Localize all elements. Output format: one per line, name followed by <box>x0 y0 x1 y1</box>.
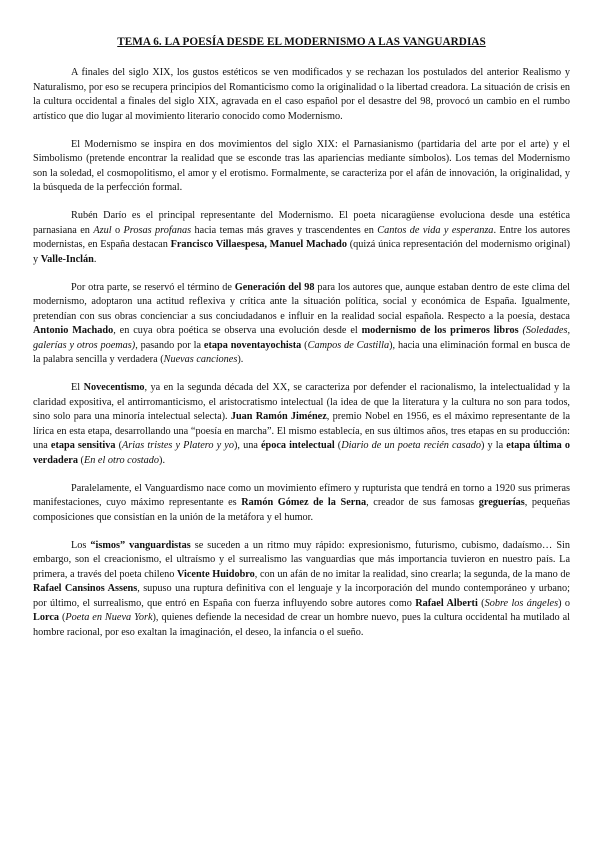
text-run: ). <box>237 354 244 365</box>
author-name: Valle-Inclán <box>40 253 94 265</box>
key-term: “ismos” vanguardistas <box>90 539 191 551</box>
book-title: Nuevas canciones <box>163 354 238 365</box>
book-title: Azul <box>93 224 112 236</box>
book-title: Sobre los ángeles <box>484 597 559 609</box>
book-title: Prosas profanas <box>123 224 192 236</box>
text-run: ( <box>477 597 485 609</box>
book-title: Arias tristes y Platero y yo <box>122 440 234 451</box>
book-title: Diario de un poeta recién casado <box>341 440 482 451</box>
key-term: Generación del 98 <box>234 281 315 293</box>
book-title: Poeta en Nueva York <box>65 612 153 623</box>
text-run: El <box>71 382 84 393</box>
author-name: Rafael Cansinos Assens <box>33 583 138 594</box>
paragraph-ismos <box>33 539 570 641</box>
key-term: etapa última o verdadera <box>33 440 570 466</box>
key-term: época intelectual <box>260 440 335 451</box>
author-name: Juan Ramón Jiménez <box>230 411 327 422</box>
author-name: Antonio Machado <box>33 325 114 336</box>
text-run: ). <box>159 454 166 466</box>
key-term: modernismo de los primeros libros <box>361 325 519 336</box>
text-run: ), hacia una eliminación formal en busca de la palabra sencilla y verdadera ( <box>33 339 571 365</box>
text-run: ( <box>59 612 66 623</box>
paragraph-ruben-dario <box>33 209 570 267</box>
text-run: , ya en la segunda década del XX, se caracteriza por defender el racionalismo, la intelectualidad y la claridad expositiva, el antirromanticismo, el aristocratismo intelectual (la idea de que la literatura y la cultura no son para todos, sino solo para una minoría intelectual selecta). <box>33 382 570 422</box>
author-name: Vicente Huidobro <box>177 568 255 580</box>
text-run: . <box>93 253 97 265</box>
author-name: Ramón Gómez de la Serna <box>241 497 367 508</box>
text-run: ) o <box>558 597 570 609</box>
text-run: , en cuya obra poética se observa una evolución desde el <box>113 325 362 336</box>
book-title: En el otro costado <box>83 454 160 466</box>
paragraph-modernismo-influences <box>33 138 570 196</box>
text-run: El Modernismo se inspira en dos movimientos del siglo XIX: el Parnasianismo (partidaria del arte por el arte) y el Simbolismo (pretende encontrar la realidad que se esconde tras las apariencias mediante símbolos). Los temas del Modernismo son la soledad, el cosmopolitismo, el amor y el erotismo. Formalmente, se caracteriza por el afán de innovación, la originalidad, y la búsqueda de la perfección formal. <box>33 138 570 193</box>
paragraph-novecentismo <box>33 381 570 468</box>
text-run: hacia temas más graves y trascendentes en <box>191 224 378 236</box>
text-run: ( <box>334 440 342 451</box>
text-run: , premio Nobel en 1956, es el máximo representante de la lírica en esta etapa, desarrollando una “poesía en marcha”. El mismo establecía, en sus últimos años, tres etapas en su producción: una <box>33 411 570 451</box>
book-title: Cantos de vida y esperanza <box>377 224 494 236</box>
text-run: , pasando por la <box>135 339 204 351</box>
text-run: A finales del siglo XIX, los gustos estéticos se ven modificados y se rechazan los postulados del anterior Realismo y Naturalismo, por eso se recupera principios del Romanticismo como la originalidad o la libertad creadora. La situación de crisis en la cultura occidental a finales del siglo XIX, agravada en el caso español por el desastre del 98, provocó un cambio en el rumbo artístico que dio lugar al movimiento literario conocido como Modernismo. <box>33 67 570 122</box>
text-run: se suceden a un ritmo muy rápido: expresionismo, futurismo, cubismo, dadaísmo… Sin embargo, son el creacionismo, el ultraísmo y el surrealismo las vanguardias que más importancia tuvieron en nuestro país. La primera, a través del poeta chileno <box>33 539 570 580</box>
key-term: etapa sensitiva <box>50 440 116 451</box>
key-term: Novecentismo <box>83 382 145 393</box>
book-title: (Soledades, galerías y otros poemas) <box>33 325 571 351</box>
book-title: Campos de Castilla <box>307 339 390 351</box>
key-term: greguerías <box>478 497 525 508</box>
text-run: Rubén Darío es el principal representante del Modernismo. El poeta nicaragüense evoluciona desde una estética parnasiana en <box>33 210 570 236</box>
author-name: Rafael Alberti <box>415 597 478 609</box>
text-run: ), quienes defiende la necesidad de crear un hombre nuevo, pues la cultura occidental ha mutilado al hombre racional, por eso exaltan la imaginación, el deseo, la infancia o el sueño. <box>33 612 570 638</box>
paragraph-vanguardismo <box>33 482 570 526</box>
text-run: Paralelamente, el Vanguardismo nace como un movimiento efímero y rupturista que tendrá en torno a 1920 sus primeras manifestaciones, cuyo máximo representante es <box>33 482 570 508</box>
text-run: Los <box>71 539 91 551</box>
text-run: , creador de sus famosas <box>366 497 479 508</box>
paragraph-generacion-98 <box>33 281 570 368</box>
text-run: ( <box>77 454 84 466</box>
text-run: ) y la <box>481 440 507 451</box>
document-title: TEMA 6. LA POESÍA DESDE EL MODERNISMO A LAS VANGUARDIAS <box>117 36 486 48</box>
paragraph-intro <box>33 66 570 124</box>
text-run: , supuso una ruptura definitiva con el lenguaje y la incorporación del mundo contemporáneo y urbano; por último, el surrealismo, que entró en España con fuerza influyendo sobre autores como <box>33 583 570 609</box>
key-term: etapa noventayochista <box>203 339 302 351</box>
text-run: , con un afán de no imitar la realidad, sino crearla; la segunda, de la mano de <box>254 568 570 580</box>
text-run: para los autores que, aunque estaban dentro de este clima del modernismo, adoptaron una actitud reflexiva y crítica ante la situación política, social y económica de España. Igualmente, pretendían con sus obras concienciar a sus conciudadanos e influir en la realidad social española. Respecto a la poesía, destaca <box>33 281 570 322</box>
text-run: , pequeñas composiciones que consistían en la unión de la metáfora y el humor. <box>33 497 570 523</box>
text-run: (quizá única representación del modernismo original) y <box>33 239 570 265</box>
text-run: o <box>111 224 124 236</box>
author-name: Francisco Villaespesa, Manuel Machado <box>170 239 348 250</box>
text-run: ( <box>301 339 308 351</box>
text-run: Por otra parte, se reservó el término de <box>71 281 235 293</box>
text-run: ( <box>115 440 123 451</box>
text-run: . Entre los autores modernistas, en España destacan <box>33 224 571 250</box>
author-name: Lorca <box>33 612 60 623</box>
text-run: ), una <box>233 440 261 451</box>
